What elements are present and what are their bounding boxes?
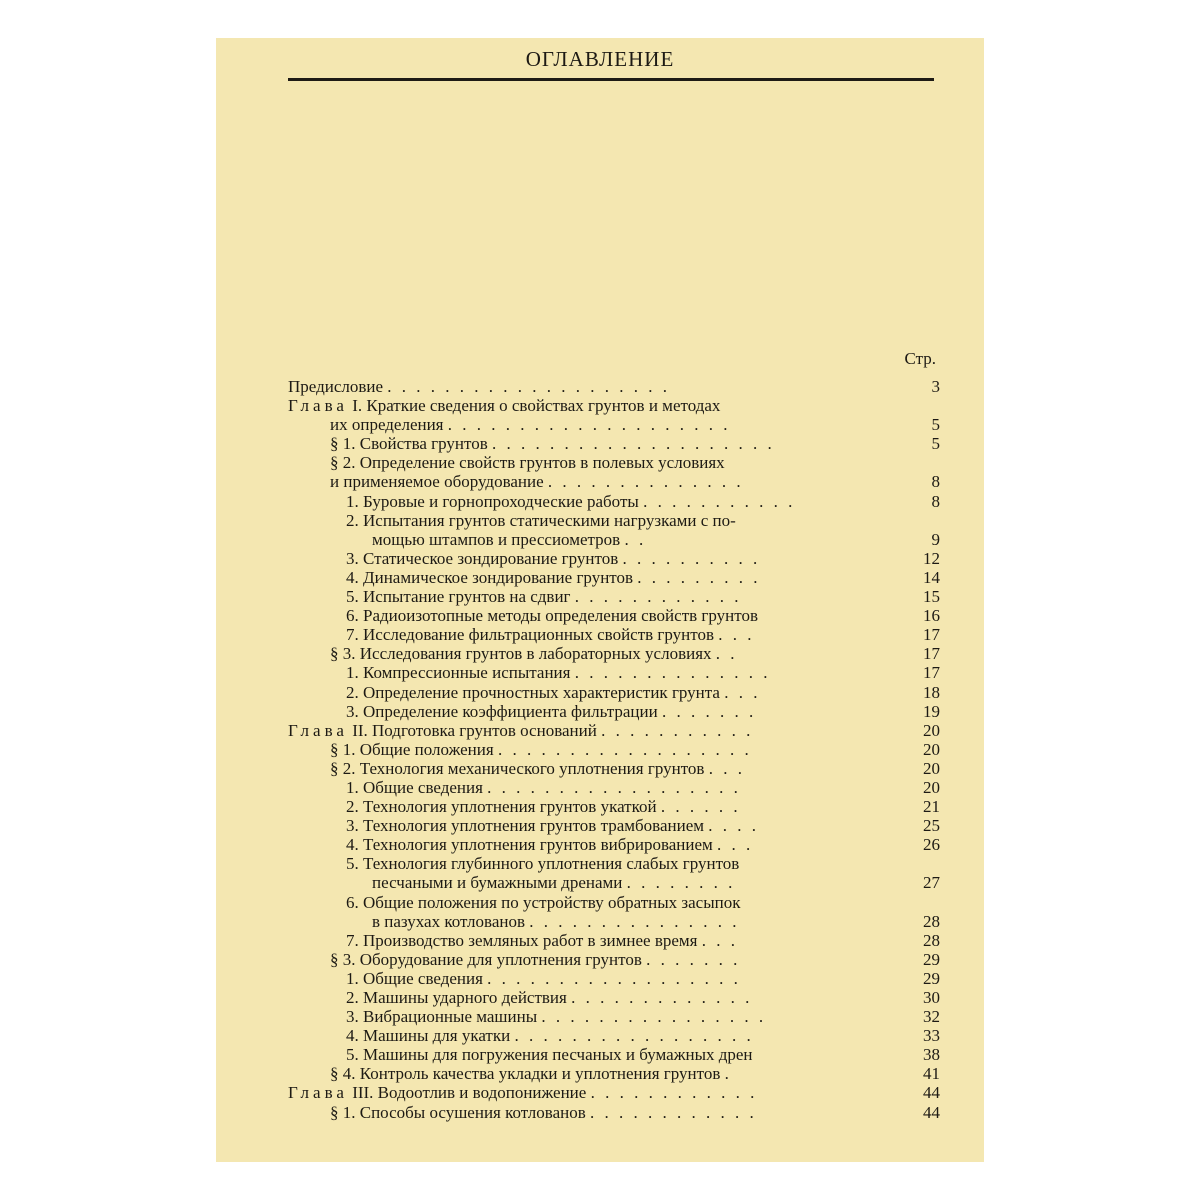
toc-entry-title: 4. Технология уплотнения грунтов вибрированием (346, 835, 713, 855)
toc-entry (288, 434, 940, 453)
toc-page-number: 3 (931, 377, 940, 396)
toc-entry-title: песчаными и бумажными дренами (372, 873, 623, 893)
dot-leader: . . . (724, 682, 761, 702)
dot-leader: . . . (708, 758, 745, 778)
toc-entry-title: 3. Технология уплотнения грунтов трамбованием (346, 816, 705, 836)
toc-entry (288, 931, 940, 950)
toc-entry-title: 4. Динамическое зондирование грунтов (346, 567, 634, 587)
toc-entry (288, 759, 940, 778)
toc-page-number: 30 (923, 988, 940, 1007)
toc-page-number: 41 (923, 1064, 940, 1084)
toc-entry (288, 1083, 940, 1102)
dot-leader: . . . . . . . . . . . . . . . . . . . . (447, 415, 731, 435)
toc-page-number: 17 (923, 625, 940, 645)
toc-entry (288, 778, 940, 797)
toc-entry (288, 396, 940, 415)
toc-entry-title: 4. Машины для укатки (346, 1026, 511, 1046)
toc-page-number: 29 (923, 949, 940, 969)
dot-leader: . . . . . . . . . (637, 567, 761, 587)
dot-leader: . . . . . . . . . . . . (574, 587, 742, 607)
dot-leader: . . . . . . . . . . . . . . . . (541, 1007, 767, 1027)
toc-entry-title: II. Подготовка грунтов оснований (352, 720, 597, 740)
toc-entry-title: § 1. Способы осушения котлованов (330, 1102, 586, 1122)
toc-page-number: 20 (923, 739, 940, 759)
dot-leader: . . . . . . . . . . . . (590, 1083, 758, 1103)
toc-page-number: 16 (923, 606, 940, 626)
toc-entry-title: 5. Испытание грунтов на сдвиг (346, 587, 571, 607)
chapter-prefix: Глава (288, 720, 348, 740)
toc-entry-title: 6. Радиоизотопные методы определения свойств грунтов (346, 606, 758, 626)
toc-page-number: 18 (923, 682, 940, 702)
toc-entry-title: 5. Машины для погружения песчаных и бумажных дрен (346, 1045, 753, 1065)
dot-leader: . . . . . . . . . . . . . . . . . . . . (387, 377, 671, 396)
page-column-label: Стр. (904, 349, 936, 368)
toc-entry-title: § 3. Исследования грунтов в лабораторных условиях (330, 644, 712, 664)
toc-entry-title: 1. Общие сведения (346, 968, 483, 988)
toc-entry-title: I. Краткие сведения о свойствах грунтов и методах (352, 396, 721, 416)
toc-entry-title: 6. Общие положения по устройству обратных засыпок (346, 892, 741, 912)
dot-leader: . . . . . . . . . . . . . . . . . . . . (492, 434, 775, 454)
toc-entry (288, 511, 940, 530)
toc-entry (288, 568, 940, 587)
toc-entry-title: 3. Определение коэффициента фильтрации (346, 701, 658, 721)
toc-entry (288, 1007, 940, 1026)
toc-entry (288, 969, 940, 988)
toc-entry (288, 721, 940, 740)
toc-entry-title: их определения (330, 415, 444, 435)
toc-entry-title: 7. Исследование фильтрационных свойств грунтов (346, 625, 714, 645)
toc-entry-title: 7. Производство земляных работ в зимнее время (346, 930, 698, 950)
toc-entry (288, 530, 940, 549)
dot-leader: . . . . . . . . . . . . . (571, 988, 753, 1007)
dot-leader: . . . . . . . (661, 701, 757, 721)
toc-entry (288, 453, 940, 472)
toc-entry (288, 472, 940, 491)
dot-leader: . . . . . . . . . . . . . . . . . . (497, 739, 752, 759)
toc-entry-title: в пазухах котлованов (372, 911, 525, 931)
toc-page-number: 17 (923, 663, 940, 683)
toc-entry (288, 1026, 940, 1045)
toc-entry-title: 2. Испытания грунтов статическими нагрузками с по- (346, 510, 736, 530)
toc-page-number: 25 (923, 816, 940, 836)
toc-entry (288, 1064, 940, 1083)
book-page (216, 38, 984, 1162)
dot-leader: . . . (701, 930, 738, 950)
toc-page-number: 20 (923, 758, 940, 778)
toc-entry (288, 549, 940, 568)
title-rule (288, 78, 934, 81)
toc-page-number: 15 (923, 587, 940, 607)
chapter-prefix: Глава (288, 1083, 348, 1103)
toc-page-number: 27 (923, 873, 940, 893)
dot-leader: . . . . . . (660, 797, 741, 817)
toc-page-number: 28 (923, 930, 940, 950)
dot-leader: . . . . . . . . . . . . (590, 1102, 757, 1122)
dot-leader: . . . . . . . . . . . . . . . . . . (487, 968, 741, 988)
toc-page-number: 14 (923, 567, 940, 587)
toc-entry-title: 1. Компрессионные испытания (346, 663, 571, 683)
toc-entry (288, 606, 940, 625)
toc-page-number: 5 (931, 434, 940, 454)
toc-page-number: 38 (923, 1045, 940, 1065)
toc-entry-title: § 3. Оборудование для уплотнения грунтов (330, 949, 642, 969)
toc-page-number: 44 (923, 1083, 940, 1103)
toc-entry (288, 912, 940, 931)
toc-entry (288, 1045, 940, 1064)
toc-entry (288, 663, 940, 682)
toc-page-number: 19 (923, 701, 940, 721)
toc-entry-title: § 1. Свойства грунтов (330, 434, 488, 454)
dot-leader: . . . . . . . . . . (622, 548, 761, 568)
toc-entry-title: 2. Машины ударного действия (346, 988, 567, 1007)
toc-page-number: 8 (931, 472, 940, 492)
toc-entry (288, 854, 940, 873)
toc-page-number: 20 (923, 720, 940, 740)
toc-entry (288, 893, 940, 912)
toc-page-number: 8 (931, 491, 940, 511)
toc-page-number: 5 (931, 415, 940, 435)
toc-entry-title: § 2. Определение свойств грунтов в полевых условиях (330, 453, 725, 473)
toc-entry-title: 3. Вибрационные машины (346, 1007, 538, 1027)
toc-entry (288, 873, 940, 892)
toc-page-number: 21 (923, 797, 940, 817)
toc-page-number: 26 (923, 835, 940, 855)
dot-leader: . . . . . . . . . . . . . . . . . (514, 1026, 754, 1046)
toc-entry-title: и применяемое оборудование (330, 472, 544, 492)
dot-leader: . . . (718, 625, 755, 645)
toc-entry (288, 492, 940, 511)
toc-entry (288, 797, 940, 816)
toc-entry (288, 644, 940, 663)
toc-entry-title: 2. Определение прочностных характеристик грунта (346, 682, 720, 702)
toc-entry (288, 625, 940, 644)
toc-entry (288, 415, 940, 434)
dot-leader: . . . . . . . . . . . . . . . . . . (487, 777, 741, 797)
toc-page-number: 33 (923, 1026, 940, 1046)
toc-entry (288, 683, 940, 702)
toc-entry-title: § 2. Технология механического уплотнения грунтов (330, 758, 705, 778)
toc-entry-title: 1. Общие сведения (346, 777, 483, 797)
dot-leader: . . (715, 644, 738, 664)
toc-page-number: 12 (923, 548, 940, 568)
page-title: ОГЛАВЛЕНИЕ (525, 47, 675, 71)
toc-page-number: 29 (923, 968, 940, 988)
dot-leader: . . (624, 529, 647, 549)
toc-entry (288, 816, 940, 835)
toc-entry-title: 5. Технология глубинного уплотнения слабых грунтов (346, 854, 740, 874)
toc-entry-title: 3. Статическое зондирование грунтов (346, 548, 619, 568)
toc-entry (288, 377, 940, 396)
dot-leader: . . . . . . . . . . . . . . . (529, 911, 740, 931)
toc-entry-title: 2. Технология уплотнения грунтов укаткой (346, 797, 657, 817)
toc-page-number: 9 (931, 529, 940, 549)
dot-leader: . (724, 1064, 732, 1084)
toc-page-number: 28 (923, 911, 940, 931)
toc-entry-title: Предисловие (288, 377, 384, 396)
dot-leader: . . . . . . . . . . . (601, 720, 754, 740)
toc-entry-title: § 1. Общие положения (330, 739, 494, 759)
toc-entry (288, 740, 940, 759)
dot-leader: . . . . . . . . . . . . . . (574, 663, 771, 683)
toc-entry-title: мощью штампов и прессиометров (372, 529, 621, 549)
toc-entry (288, 1103, 940, 1122)
dot-leader: . . . . (708, 816, 760, 836)
toc-entry (288, 835, 940, 854)
toc-page-number: 32 (923, 1007, 940, 1027)
toc-entry (288, 950, 940, 969)
dot-leader: . . . . . . . . . . . (643, 491, 796, 511)
toc-entry-title: III. Водоотлив и водопонижение (352, 1083, 587, 1103)
toc-entry-title: § 4. Контроль качества укладки и уплотнения грунтов (330, 1064, 721, 1084)
toc-entry-title: 1. Буровые и горнопроходческие работы (346, 491, 639, 511)
dot-leader: . . . . . . . (646, 949, 741, 969)
toc-entry (288, 988, 940, 1007)
dot-leader: . . . (717, 835, 754, 855)
chapter-prefix: Глава (288, 396, 348, 416)
toc-entry (288, 702, 940, 721)
dot-leader: . . . . . . . . (626, 873, 736, 893)
table-of-contents (288, 377, 940, 1122)
dot-leader: . . . . . . . . . . . . . . (547, 472, 744, 492)
toc-page-number: 20 (923, 777, 940, 797)
toc-entry (288, 587, 940, 606)
toc-page-number: 44 (923, 1102, 940, 1122)
toc-page-number: 17 (923, 644, 940, 664)
